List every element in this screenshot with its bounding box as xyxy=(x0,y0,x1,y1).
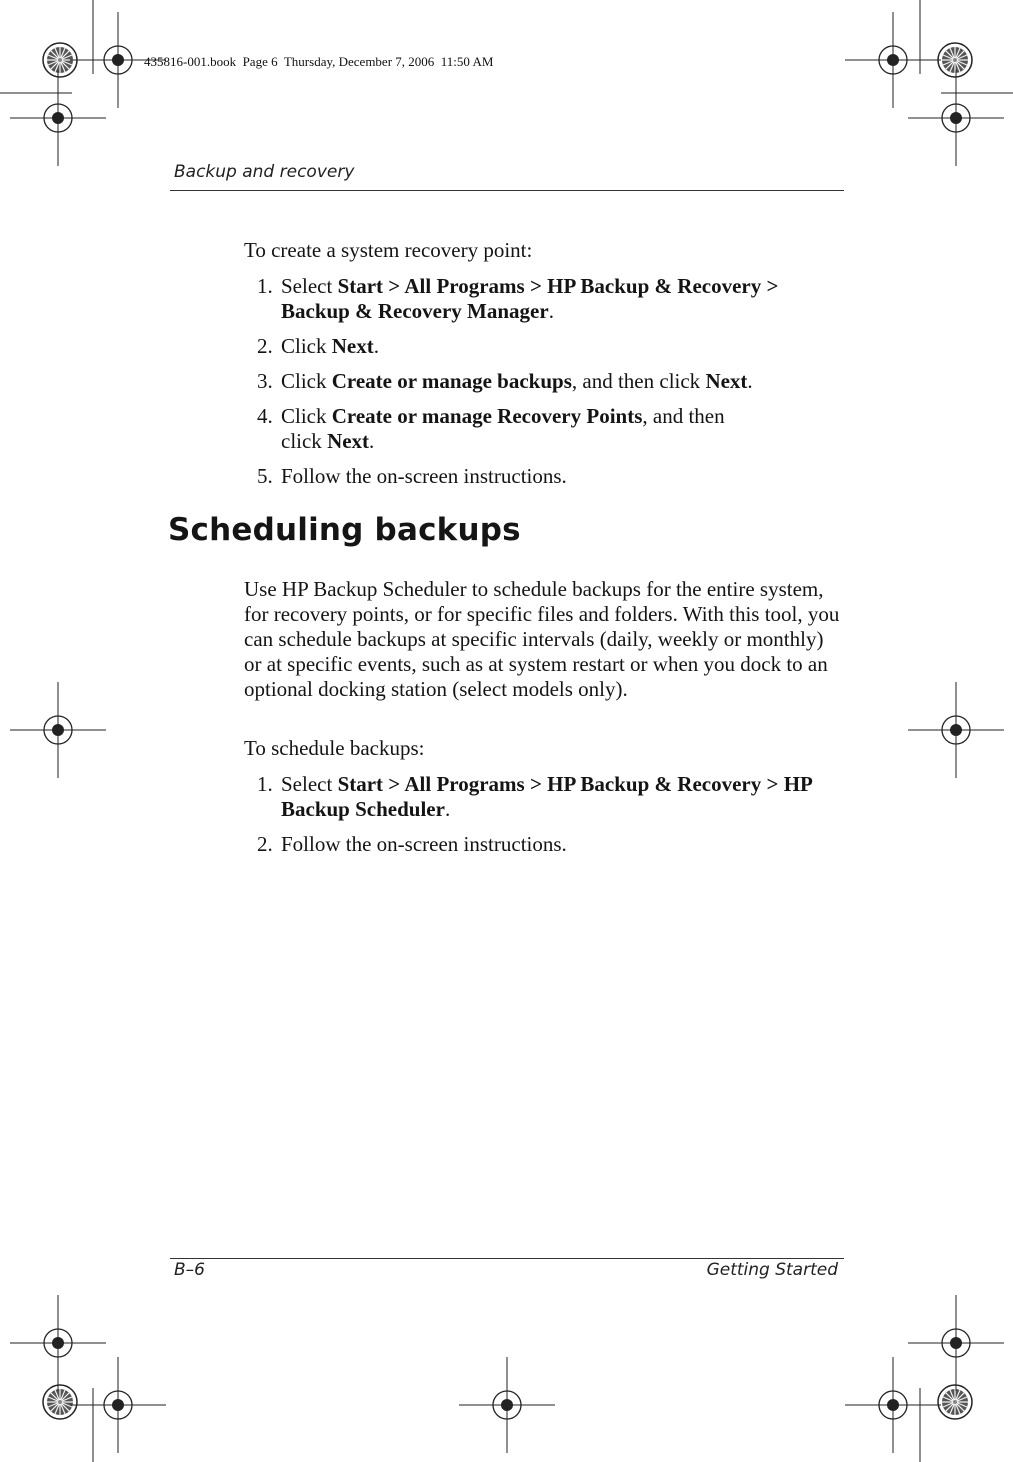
header-rule xyxy=(170,190,844,191)
registration-mark xyxy=(10,682,106,778)
step-number: 1. xyxy=(257,772,273,796)
step-number: 4. xyxy=(257,404,273,428)
step-number: 5. xyxy=(257,464,273,488)
registration-mark xyxy=(908,1295,1004,1391)
menu-path: Start > All Programs > HP Backup & Recovery > HP Backup Scheduler xyxy=(281,772,812,821)
scheduling-paragraph: Use HP Backup Scheduler to schedule backups for the entire system, for recovery points, or for specific files and folders. With this tool, you can schedule backups at specific intervals (daily, weekly or monthly) or at specific events, such as at system restart or when you dock to an optional docking station (select models only). xyxy=(244,577,840,701)
page-number: B–6 xyxy=(174,1260,205,1280)
list-item: 4. Click Create or manage Recovery Points, and then click Next. xyxy=(257,404,725,453)
list-item: 3. Click Create or manage backups, and then click Next. xyxy=(257,369,753,393)
registration-mark xyxy=(908,70,1004,166)
step-number: 3. xyxy=(257,369,273,393)
registration-mark xyxy=(459,1357,555,1453)
step-number: 1. xyxy=(257,274,273,298)
section-heading: Scheduling backups xyxy=(168,512,521,548)
registration-mark xyxy=(845,1357,941,1453)
step-number: 2. xyxy=(257,334,273,358)
running-footer xyxy=(174,1260,838,1280)
running-header: Backup and recovery xyxy=(174,162,355,182)
ui-label: Next xyxy=(327,429,370,453)
list-item: 1. Select Start > All Programs > HP Backup & Recovery > Backup & Recovery Manager. xyxy=(257,274,779,323)
list-item: 5. Follow the on-screen instructions. xyxy=(257,464,567,488)
recovery-point-intro: To create a system recovery point: xyxy=(244,238,533,262)
ui-label: Next xyxy=(705,369,748,393)
star-target-top-right xyxy=(938,43,972,77)
footer-rule xyxy=(170,1258,844,1259)
registration-mark xyxy=(908,682,1004,778)
recovery-point-steps xyxy=(244,274,844,499)
list-item: 2. Follow the on-screen instructions. xyxy=(257,832,567,856)
star-target-bottom-right xyxy=(938,1385,972,1419)
ui-label: Create or manage Recovery Points xyxy=(331,404,643,428)
list-item: 1. Select Start > All Programs > HP Backup & Recovery > HP Backup Scheduler. xyxy=(257,772,812,821)
scheduling-intro: To schedule backups: xyxy=(244,736,425,760)
registration-mark xyxy=(845,12,941,108)
registration-mark xyxy=(10,1295,106,1391)
book-title: Getting Started xyxy=(706,1260,838,1280)
menu-path: Start > All Programs > HP Backup & Recovery > Backup & Recovery Manager xyxy=(281,274,779,323)
scheduling-steps xyxy=(244,772,844,867)
step-number: 2. xyxy=(257,832,273,856)
ui-label: Next xyxy=(331,334,374,358)
registration-mark xyxy=(10,70,106,166)
print-slug: 435816-001.book Page 6 Thursday, December 7, 2006 11:50 AM xyxy=(144,54,494,69)
registration-mark xyxy=(70,1357,166,1453)
list-item: 2. Click Next. xyxy=(257,334,379,358)
ui-label: Create or manage backups xyxy=(331,369,572,393)
star-target-bottom-left xyxy=(43,1385,77,1419)
